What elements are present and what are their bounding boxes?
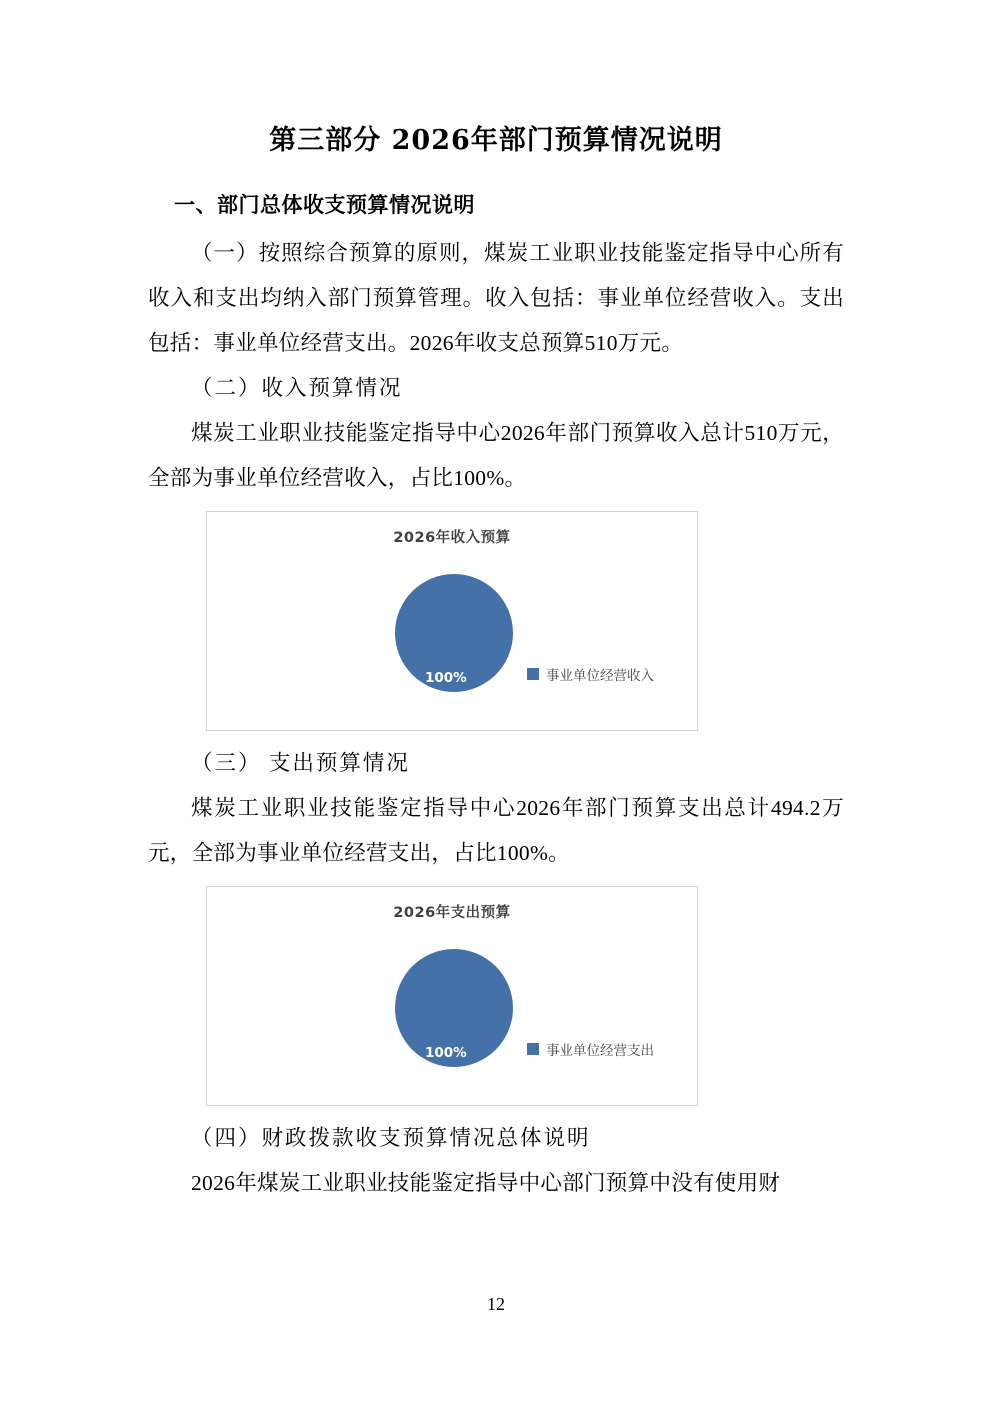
paragraph-1: （一）按照综合预算的原则，煤炭工业职业技能鉴定指导中心所有收入和支出均纳入部门预算管理。收入包括：事业单位经营收入。支出包括：事业单位经营支出。2026年收支总预算510万元。: [148, 241, 844, 355]
paragraph-expenditure: 煤炭工业职业技能鉴定指导中心2026年部门预算支出总计494.2万元，全部为事业单位经营支出，占比100%。: [148, 796, 844, 865]
income-pie-data-label: 100%: [425, 670, 467, 686]
income-chart-title: 2026年收入预算: [393, 530, 511, 546]
subheading-fiscal-appropriation: （四）财政拨款收支预算情况总体说明: [191, 1126, 591, 1150]
paragraph-fiscal-appropriation: 2026年煤炭工业职业技能鉴定指导中心部门预算中没有使用财: [191, 1171, 781, 1195]
expenditure-pie-data-label: 100%: [425, 1045, 467, 1061]
income-chart-legend: [527, 664, 654, 684]
page-number: 12: [487, 1294, 505, 1314]
expenditure-legend-label: 事业单位经营支出: [546, 1043, 654, 1059]
section-heading: 一、部门总体收支预算情况说明: [174, 193, 475, 217]
legend-swatch-icon: [527, 668, 539, 680]
expenditure-chart-title: 2026年支出预算: [393, 905, 511, 921]
legend-swatch-icon: [527, 1043, 539, 1055]
income-pie-chart: [206, 511, 698, 731]
subheading-expenditure: （三） 支出预算情况: [191, 751, 410, 775]
expenditure-chart-legend: [527, 1039, 654, 1059]
page-title: 第三部分 2026年部门预算情况说明: [269, 125, 723, 156]
paragraph-income: 煤炭工业职业技能鉴定指导中心2026年部门预算收入总计510万元，全部为事业单位经营收入，占比100%。: [148, 421, 844, 490]
subheading-income: （二）收入预算情况: [191, 376, 403, 400]
income-legend-label: 事业单位经营收入: [546, 668, 654, 684]
expenditure-pie-chart: [206, 886, 698, 1106]
